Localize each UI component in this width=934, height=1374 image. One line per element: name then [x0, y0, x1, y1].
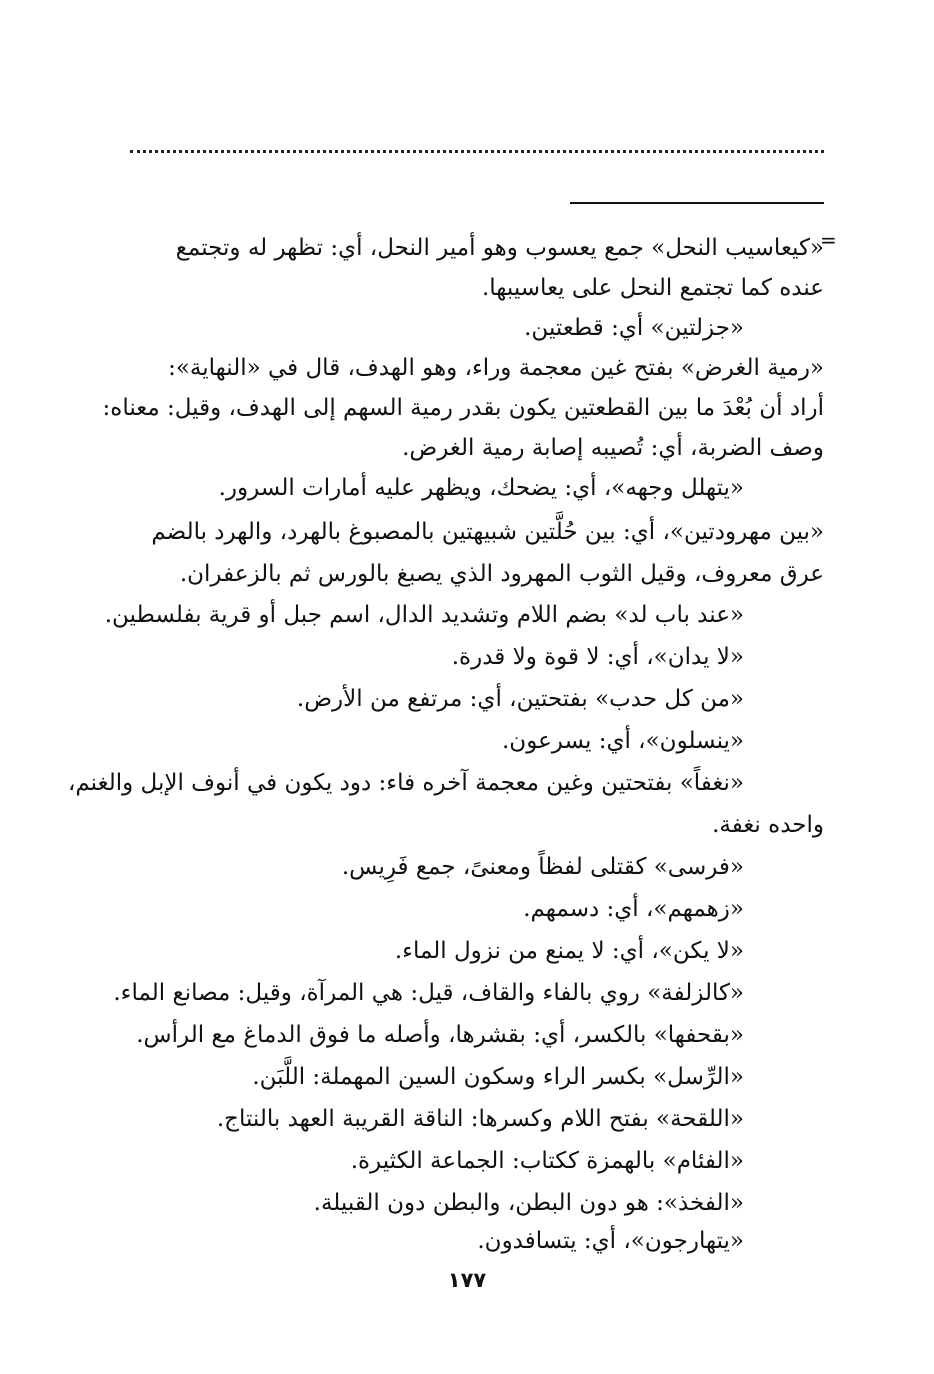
text-line: «لا يكن»، أي: لا يمنع من نزول الماء. [394, 938, 744, 964]
footnote-rule [570, 202, 824, 204]
text-line: أراد أن بُعْدَ ما بين القطعتين يكون بقدر رمية السهم إلى الهدف، وقيل: معناه: [102, 395, 824, 421]
text-line: «كالزلفة» روي بالفاء والقاف، قيل: هي المرآة، وقيل: مصانع الماء. [113, 980, 744, 1006]
continuation-mark: = [820, 228, 837, 252]
text-line: «عند باب لد» بضم اللام وتشديد الدال، اسم جبل أو قرية بفلسطين. [104, 602, 744, 628]
dotted-separator [130, 150, 824, 153]
text-line: «يتهلل وجهه»، أي: يضحك، ويظهر عليه أمارات السرور. [218, 475, 744, 501]
text-line: «زهمهم»، أي: دسمهم. [523, 896, 744, 922]
text-line: «الرِّسل» بكسر الراء وسكون السين المهملة: اللَّبَن. [252, 1064, 744, 1090]
text-line: «بين مهرودتين»، أي: بين حُلَّتين شبيهتين بالمصبوغ بالهرد، والهرد بالضم [151, 519, 824, 545]
text-line: وصف الضربة، أي: تُصيبه إصابة رمية الغرض. [402, 435, 824, 461]
text-line: عنده كما تجتمع النحل على يعاسيبها. [481, 275, 824, 301]
text-line: «من كل حدب» بفتحتين، أي: مرتفع من الأرض. [296, 686, 744, 712]
text-line: عرق معروف، وقيل الثوب المهرود الذي يصبغ بالورس ثم بالزعفران. [179, 561, 824, 587]
text-line: «فرسى» كقتلى لفظاً ومعنىً، جمع فَرِيس. [341, 854, 744, 880]
text-line: واحده نغفة. [712, 812, 824, 838]
text-line: «كيعاسيب النحل» جمع يعسوب وهو أمير النحل، أي: تظهر له وتجتمع [175, 235, 824, 261]
text-line: «الفخذ»: هو دون البطن، والبطن دون القبيلة. [313, 1190, 744, 1216]
page-number: ١٧٧ [447, 1268, 487, 1292]
text-line: «اللقحة» بفتح اللام وكسرها: الناقة القريبة العهد بالنتاج. [216, 1106, 744, 1132]
text-line: «نغفاً» بفتحتين وغين معجمة آخره فاء: دود يكون في أنوف الإبل والغنم، [67, 770, 744, 796]
text-line: «رمية الغرض» بفتح غين معجمة وراء، وهو الهدف، قال في «النهاية»: [168, 355, 824, 381]
text-line: «يتهارجون»، أي: يتسافدون. [477, 1228, 744, 1254]
text-line: «ينسلون»، أي: يسرعون. [502, 728, 744, 754]
text-line: «لا يدان»، أي: لا قوة ولا قدرة. [451, 644, 744, 670]
text-line: «بقحفها» بالكسر، أي: بقشرها، وأصله ما فوق الدماغ مع الرأس. [136, 1022, 744, 1048]
text-line: «الفئام» بالهمزة ككتاب: الجماعة الكثيرة. [350, 1148, 744, 1174]
text-line: «جزلتين» أي: قطعتين. [524, 315, 744, 341]
